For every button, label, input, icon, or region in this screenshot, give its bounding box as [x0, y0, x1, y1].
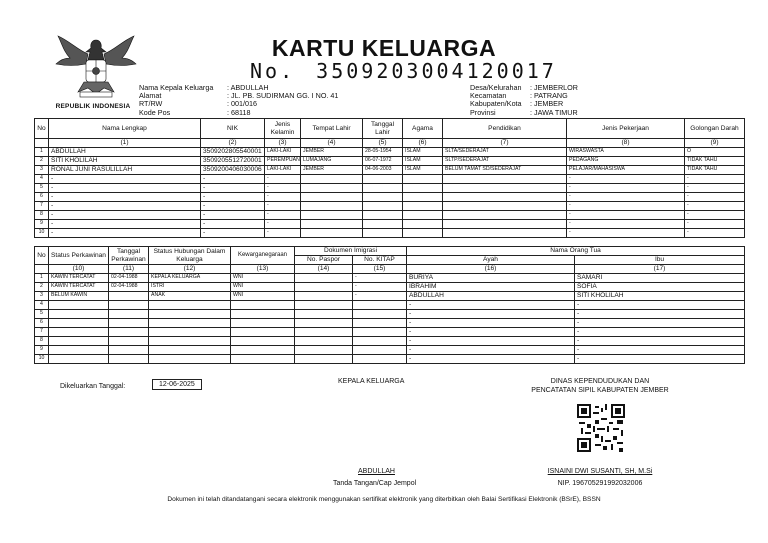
- table-cell: -: [265, 193, 301, 202]
- info-value: : ABDULLAH: [227, 83, 269, 92]
- table-cell: -: [265, 184, 301, 193]
- table-cell: -: [201, 220, 265, 229]
- document-title: KARTU KELUARGA: [271, 35, 497, 61]
- table-cell: SOFIA: [575, 283, 745, 292]
- table-cell: [149, 346, 231, 355]
- table-cell: IBRAHIM: [407, 283, 575, 292]
- info-value: : JAWA TIMUR: [530, 107, 578, 117]
- col-header: Dokumen Imigrasi: [295, 247, 407, 256]
- col-code: (16): [407, 265, 575, 274]
- col-header: Ayah: [407, 256, 575, 265]
- table-cell: [149, 328, 231, 337]
- table-cell: [49, 346, 109, 355]
- table-cell: KAWIN TERCATAT: [49, 283, 109, 292]
- table-cell: -: [575, 301, 745, 310]
- info-label: Provinsi: [470, 107, 496, 117]
- table-cell: -: [201, 184, 265, 193]
- table-cell: [49, 328, 109, 337]
- table-cell: [403, 175, 443, 184]
- table-cell: [363, 211, 403, 220]
- col-code: (9): [685, 139, 745, 148]
- table-cell: [109, 337, 149, 346]
- table-cell: [149, 301, 231, 310]
- family-members-table: [34, 118, 745, 238]
- table-cell: [109, 310, 149, 319]
- info-label: Kode Pos: [139, 107, 171, 117]
- col-code: (12): [149, 265, 231, 274]
- table-cell: ISLAM: [403, 148, 443, 157]
- table-row: [35, 292, 745, 301]
- table-cell: [109, 355, 149, 364]
- table-cell: [353, 328, 407, 337]
- table-cell: SAMARI: [575, 274, 745, 283]
- table-cell: [403, 193, 443, 202]
- table-cell: [149, 355, 231, 364]
- table-cell: [301, 229, 363, 238]
- table-cell: [403, 202, 443, 211]
- table-cell: BELUM KAWIN: [49, 292, 109, 301]
- table-cell: -: [567, 211, 685, 220]
- table-cell: [231, 328, 295, 337]
- table-cell: PEDAGANG: [567, 157, 685, 166]
- table-cell: [231, 346, 295, 355]
- table-cell: -: [407, 328, 575, 337]
- table-cell: 8: [35, 337, 49, 346]
- table1-header-row: [35, 119, 745, 139]
- table-cell: WIRASWASTA: [567, 148, 685, 157]
- table-cell: [403, 229, 443, 238]
- table-cell: [295, 319, 353, 328]
- table-cell: LUMAJANG: [301, 157, 363, 166]
- col-header: NIK: [201, 119, 265, 139]
- number-value: 3509203004120017: [316, 59, 557, 83]
- table-cell: RONAL JUNI RASULILLAH: [49, 166, 201, 175]
- dinas-title-line2: PENCATATAN SIPIL KABUPATEN JEMBER: [531, 387, 669, 394]
- table-cell: 6: [35, 193, 49, 202]
- table-cell: 9: [35, 220, 49, 229]
- table-cell: [443, 220, 567, 229]
- table-cell: 7: [35, 202, 49, 211]
- table-cell: 7: [35, 328, 49, 337]
- table-row: [35, 319, 745, 328]
- table-row: [35, 283, 745, 292]
- table-cell: -: [49, 229, 201, 238]
- info-value: : JL. PB. SUDIRMAN GG. I NO. 41: [227, 91, 339, 101]
- table-cell: [353, 310, 407, 319]
- info-value: : JEMBERLOR: [530, 83, 578, 92]
- info-value: : 68118: [227, 107, 251, 117]
- table-cell: -: [567, 184, 685, 193]
- table-row: [35, 184, 745, 193]
- table-cell: ABDULLAH: [49, 148, 201, 157]
- table-cell: -: [201, 211, 265, 220]
- col-header: Golongan Darah: [685, 119, 745, 139]
- col-code: (7): [443, 139, 567, 148]
- table-cell: -: [353, 283, 407, 292]
- table-cell: [353, 346, 407, 355]
- marital-parents-table: [34, 246, 745, 364]
- col-code: (5): [363, 139, 403, 148]
- table-cell: -: [407, 310, 575, 319]
- table-cell: -: [575, 310, 745, 319]
- table-cell: SITI KHOLILAH: [49, 157, 201, 166]
- info-label: Kabupaten/Kota: [470, 99, 522, 109]
- table-cell: [403, 211, 443, 220]
- col-code: (13): [231, 265, 295, 274]
- info-label: Alamat: [139, 91, 162, 101]
- table-cell: 28-05-1954: [363, 148, 403, 157]
- number-prefix: No.: [250, 59, 296, 83]
- table-cell: [49, 337, 109, 346]
- table-cell: -: [685, 220, 745, 229]
- table-cell: -: [685, 175, 745, 184]
- info-label: Nama Kepala Keluarga: [139, 83, 214, 92]
- table-row: [35, 355, 745, 364]
- table-cell: [231, 337, 295, 346]
- table-cell: [301, 211, 363, 220]
- table-cell: [353, 355, 407, 364]
- table-row: [35, 193, 745, 202]
- col-header: Jenis Kelamin: [265, 119, 301, 139]
- col-header: No: [35, 247, 49, 265]
- table-cell: -: [407, 319, 575, 328]
- table-cell: KAWIN TERCATAT: [49, 274, 109, 283]
- disclaimer-text: Dokumen ini telah ditandatangani secara elektronik menggunakan sertifikat elektronik yang diterbitkan oleh Balai Sertifikasi Elektronik (BSrE), BSSN: [167, 496, 601, 503]
- table-cell: BELUM TAMAT SD/SEDERAJAT: [443, 166, 567, 175]
- table-cell: -: [201, 175, 265, 184]
- table-cell: [149, 319, 231, 328]
- table-cell: -: [201, 202, 265, 211]
- kepala-keluarga-title: KEPALA KELUARGA: [338, 378, 405, 385]
- table-cell: ISLAM: [403, 157, 443, 166]
- col-header: Jenis Pekerjaan: [567, 119, 685, 139]
- official-nip: NIP. 196705291992032006: [557, 480, 643, 487]
- table-row: [35, 346, 745, 355]
- info-value: : PATRANG: [530, 91, 568, 101]
- table-cell: [443, 193, 567, 202]
- table-cell: -: [575, 328, 745, 337]
- table-cell: [301, 220, 363, 229]
- info-label: Desa/Kelurahan: [470, 83, 522, 92]
- table-cell: [149, 310, 231, 319]
- table-row: [35, 175, 745, 184]
- table-cell: -: [567, 175, 685, 184]
- col-code: (3): [265, 139, 301, 148]
- table-cell: [353, 337, 407, 346]
- table-cell: [363, 202, 403, 211]
- col-code: (1): [49, 139, 201, 148]
- table-cell: JEMBER: [301, 166, 363, 175]
- table-row: [35, 328, 745, 337]
- table-cell: 5: [35, 184, 49, 193]
- table-cell: 1: [35, 148, 49, 157]
- table-cell: [363, 184, 403, 193]
- table-cell: 9: [35, 346, 49, 355]
- table-cell: -: [407, 337, 575, 346]
- table-cell: PEREMPUAN: [265, 157, 301, 166]
- table-cell: -: [407, 301, 575, 310]
- table-cell: 02-04-1988: [109, 283, 149, 292]
- kepala-keluarga-subtitle: Tanda Tangan/Cap Jempol: [333, 480, 417, 487]
- col-header: No: [35, 119, 49, 139]
- col-header: Tempat Lahir: [301, 119, 363, 139]
- table-cell: SITI KHOLILAH: [575, 292, 745, 301]
- table-cell: -: [265, 175, 301, 184]
- info-label: RT/RW: [139, 99, 163, 109]
- table-cell: -: [685, 193, 745, 202]
- table-row: [35, 337, 745, 346]
- table-cell: [231, 355, 295, 364]
- issued-label: Dikeluarkan Tanggal:: [60, 383, 126, 390]
- table-cell: [403, 220, 443, 229]
- col-header: Status Hubungan Dalam Keluarga: [149, 247, 231, 265]
- table-cell: 4: [35, 301, 49, 310]
- table-cell: [301, 184, 363, 193]
- table-cell: BURIYA: [407, 274, 575, 283]
- col-header: Kewarganegaraan: [231, 247, 295, 265]
- table-cell: 3: [35, 166, 49, 175]
- table-cell: O: [685, 148, 745, 157]
- col-code: (6): [403, 139, 443, 148]
- col-header: Agama: [403, 119, 443, 139]
- col-code: (17): [575, 265, 745, 274]
- table-cell: ISTRI: [149, 283, 231, 292]
- emblem-caption: REPUBLIK INDONESIA: [55, 103, 131, 110]
- table-cell: SLTP/SEDERAJAT: [443, 157, 567, 166]
- table-cell: WNI: [231, 274, 295, 283]
- table-cell: -: [685, 184, 745, 193]
- col-code: (14): [295, 265, 353, 274]
- table-cell: -: [353, 274, 407, 283]
- table-cell: [295, 355, 353, 364]
- table-cell: 6: [35, 319, 49, 328]
- table-cell: [49, 319, 109, 328]
- table-cell: 4: [35, 175, 49, 184]
- table-cell: ISLAM: [403, 166, 443, 175]
- table-cell: -: [567, 202, 685, 211]
- table-cell: JEMBER: [301, 148, 363, 157]
- document-number: [250, 59, 557, 83]
- table-cell: [295, 274, 353, 283]
- table-cell: [353, 319, 407, 328]
- col-header: Nama Lengkap: [49, 119, 201, 139]
- table-cell: 5: [35, 310, 49, 319]
- table-cell: [231, 310, 295, 319]
- table-row: [35, 211, 745, 220]
- table-cell: [443, 175, 567, 184]
- col-code: (2): [201, 139, 265, 148]
- kepala-keluarga-name: ABDULLAH: [358, 468, 395, 475]
- table-cell: -: [685, 229, 745, 238]
- table-cell: [443, 229, 567, 238]
- table-row: [35, 220, 745, 229]
- info-label: Kecamatan: [470, 91, 507, 101]
- table-cell: [443, 184, 567, 193]
- table-cell: -: [49, 184, 201, 193]
- left-info: [139, 84, 338, 117]
- table-cell: -: [265, 211, 301, 220]
- table-cell: 8: [35, 211, 49, 220]
- table-cell: -: [685, 202, 745, 211]
- table-cell: [109, 301, 149, 310]
- table-row: [35, 202, 745, 211]
- info-value: : JEMBER: [530, 99, 564, 109]
- table-cell: [301, 175, 363, 184]
- official-name: ISNAINI DWI SUSANTI, SH, M.Si: [547, 468, 653, 475]
- col-code: (8): [567, 139, 685, 148]
- table-row: [35, 166, 745, 175]
- table-cell: [301, 193, 363, 202]
- table-cell: [109, 346, 149, 355]
- table-row: [35, 310, 745, 319]
- table-cell: [49, 355, 109, 364]
- table-cell: -: [201, 229, 265, 238]
- table-cell: [231, 319, 295, 328]
- table-cell: LAKI-LAKI: [265, 166, 301, 175]
- col-code: (10): [49, 265, 109, 274]
- table-cell: -: [575, 355, 745, 364]
- table-cell: -: [49, 211, 201, 220]
- table-cell: 3509200406030006: [201, 166, 265, 175]
- table-cell: TIDAK TAHU: [685, 166, 745, 175]
- table-cell: [295, 328, 353, 337]
- table-row: [35, 157, 745, 166]
- table-cell: 3509202805540001: [201, 148, 265, 157]
- col-header: No. KITAP: [353, 256, 407, 265]
- table-cell: [295, 337, 353, 346]
- table-cell: -: [407, 355, 575, 364]
- table-cell: WNI: [231, 292, 295, 301]
- table-cell: -: [201, 193, 265, 202]
- table-cell: [403, 184, 443, 193]
- col-code: [35, 265, 49, 274]
- table-cell: -: [407, 346, 575, 355]
- table-cell: [363, 175, 403, 184]
- table-cell: 2: [35, 283, 49, 292]
- table-cell: -: [265, 220, 301, 229]
- table1-code-row: [35, 139, 745, 148]
- table-cell: -: [575, 319, 745, 328]
- table-cell: -: [49, 193, 201, 202]
- qr-code-icon: [577, 404, 625, 452]
- table-cell: -: [265, 202, 301, 211]
- table-cell: -: [49, 220, 201, 229]
- table-cell: 10: [35, 355, 49, 364]
- table-cell: [363, 229, 403, 238]
- col-header: No. Paspor: [295, 256, 353, 265]
- right-info: [470, 84, 578, 117]
- col-code: (4): [301, 139, 363, 148]
- table-cell: [295, 310, 353, 319]
- table-cell: [301, 202, 363, 211]
- table-cell: 2: [35, 157, 49, 166]
- table-row: [35, 229, 745, 238]
- col-header: Pendidikan: [443, 119, 567, 139]
- table-cell: TIDAK TAHU: [685, 157, 745, 166]
- table-cell: [363, 220, 403, 229]
- table2-header-row: [35, 247, 745, 256]
- col-header: Tanggal Lahir: [363, 119, 403, 139]
- table-cell: -: [685, 211, 745, 220]
- table-cell: -: [567, 220, 685, 229]
- table-cell: [109, 319, 149, 328]
- table-cell: [363, 193, 403, 202]
- table-cell: [231, 301, 295, 310]
- table-cell: 1: [35, 274, 49, 283]
- table-cell: [295, 346, 353, 355]
- col-code: (11): [109, 265, 149, 274]
- table-row: [35, 274, 745, 283]
- col-header: Ibu: [575, 256, 745, 265]
- col-header: Status Perkawinan: [49, 247, 109, 265]
- dinas-title-line1: DINAS KEPENDUDUKAN DAN: [550, 378, 650, 385]
- table-cell: 3509205512720001: [201, 157, 265, 166]
- table2-code-row: [35, 265, 745, 274]
- col-code: [35, 139, 49, 148]
- table-cell: [109, 292, 149, 301]
- issued-date: 12-06-2025: [152, 379, 202, 390]
- table-cell: SLTA/SEDERAJAT: [443, 148, 567, 157]
- table-cell: -: [49, 175, 201, 184]
- table-cell: -: [265, 229, 301, 238]
- table-row: [35, 148, 745, 157]
- table-cell: 3: [35, 292, 49, 301]
- table-cell: PELAJAR/MAHASISWA: [567, 166, 685, 175]
- table-cell: ABDULLAH: [407, 292, 575, 301]
- table-cell: [295, 283, 353, 292]
- table-cell: 10: [35, 229, 49, 238]
- info-value: : 001/016: [227, 99, 257, 109]
- col-code: (15): [353, 265, 407, 274]
- table-cell: [443, 211, 567, 220]
- table-cell: -: [353, 292, 407, 301]
- table-cell: 04-06-2003: [363, 166, 403, 175]
- table-cell: 06-07-1972: [363, 157, 403, 166]
- table-cell: ANAK: [149, 292, 231, 301]
- table-cell: [109, 328, 149, 337]
- table-cell: -: [49, 202, 201, 211]
- table-cell: [295, 301, 353, 310]
- table-cell: KEPALA KELUARGA: [149, 274, 231, 283]
- table-cell: LAKI-LAKI: [265, 148, 301, 157]
- table-cell: [295, 292, 353, 301]
- table-cell: WNI: [231, 283, 295, 292]
- table-cell: -: [575, 346, 745, 355]
- col-header: Nama Orang Tua: [407, 247, 745, 256]
- table-cell: [353, 301, 407, 310]
- table-cell: -: [575, 337, 745, 346]
- table-cell: [49, 301, 109, 310]
- table-cell: [49, 310, 109, 319]
- table-row: [35, 301, 745, 310]
- table-cell: [149, 337, 231, 346]
- table-cell: -: [567, 229, 685, 238]
- table-cell: -: [567, 193, 685, 202]
- table-cell: [443, 202, 567, 211]
- table-cell: 02-04-1988: [109, 274, 149, 283]
- col-header: Tanggal Perkawinan: [109, 247, 149, 265]
